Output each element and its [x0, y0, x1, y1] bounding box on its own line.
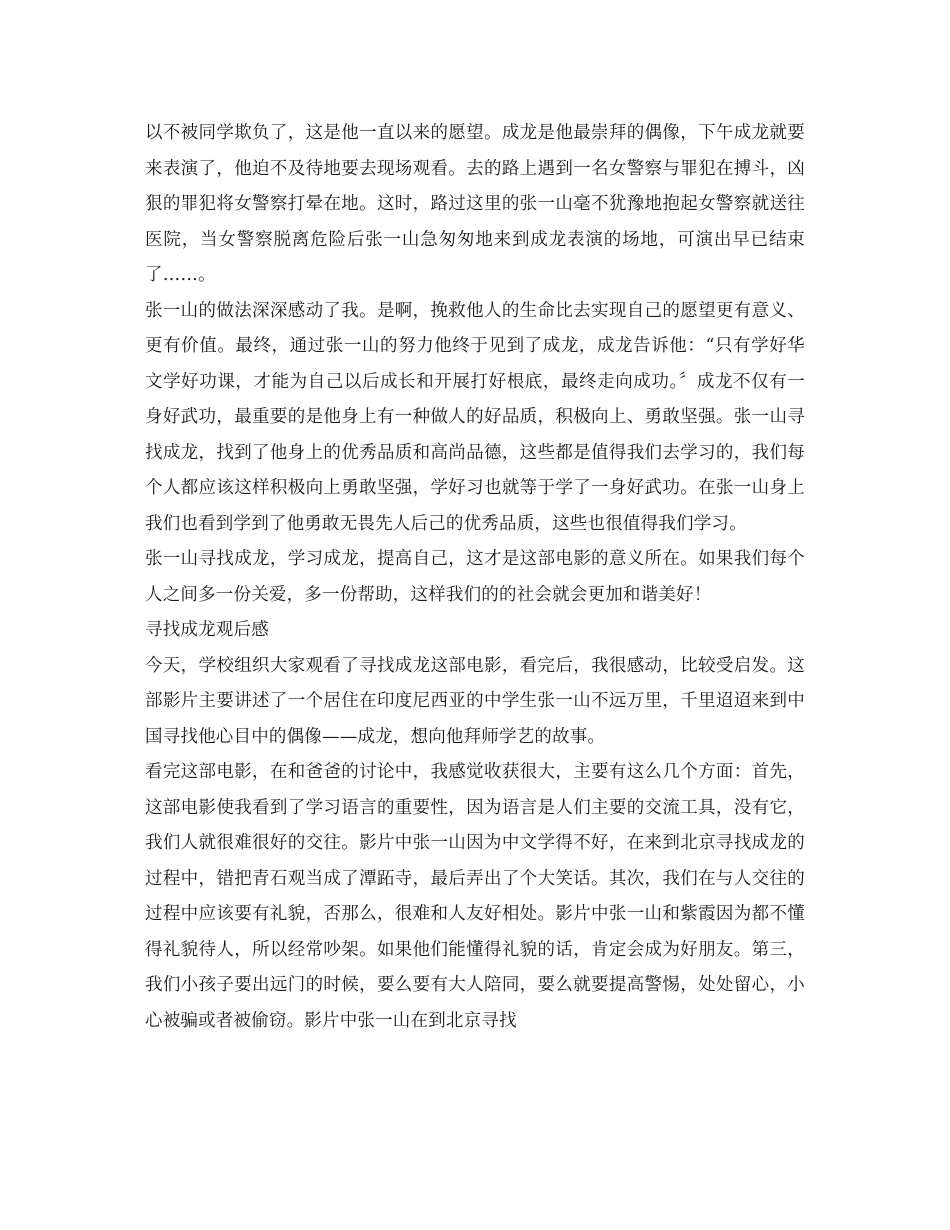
paragraph-4: 今天，学校组织大家观看了寻找成龙这部电影，看完后，我很感动，比较受启发。这部影片主要讲述了一个居住在印度尼西亚的中学生张一山不远万里，千里迢迢来到中国寻找他心目中的偶像——成龙，想向他拜师学艺的故事。 — [145, 655, 805, 747]
document-body — [145, 116, 805, 1039]
paragraph-3: 张一山寻找成龙，学习成龙，提高自己，这才是这部电影的意义所在。如果我们每个人之间多一份关爱，多一份帮助，这样我们的的社会就会更加和谐美好！ — [145, 549, 805, 605]
paragraph-2: 张一山的做法深深感动了我。是啊，挽救他人的生命比去实现自己的愿望更有意义、更有价值。最终，通过张一山的努力他终于见到了成龙，成龙告诉他：“只有学好华文学好功课，才能为自己以后成长和开展打好根底，最终走向成功。〞成龙不仅有一身好武功，最重要的是他身上有一种做人的好品质，积极向上、勇敢坚强。张一山寻找成龙，找到了他身上的优秀品质和高尚品德，这些都是值得我们去学习的，我们每个人都应该这样积极向上勇敢坚强，学好习也就等于学了一身好武功。在张一山身上我们也看到学到了他勇敢无畏先人后己的优秀品质，这些也很值得我们学习。 — [145, 300, 805, 534]
section-heading: 寻找成龙观后感 — [145, 620, 269, 640]
paragraph-5: 看完这部电影，在和爸爸的讨论中，我感觉收获很大，主要有这么几个方面：首先，这部电影使我看到了学习语言的重要性，因为语言是人们主要的交流工具，没有它，我们人就很难很好的交往。影片中张一山因为中文学得不好，在来到北京寻找成龙的过程中，错把青石观当成了潭跖寺，最后弄出了个大笑话。其次，我们在与人交往的过程中应该要有礼貌，否那么，很难和人友好相处。影片中张一山和紫霞因为都不懂得礼貌待人，所以经常吵架。如果他们能懂得礼貌的话，肯定会成为好朋友。第三，我们小孩子要出远门的时候，要么要有大人陪同，要么就要提高警惕，处处留心，小心被骗或者被偷窃。影片中张一山在到北京寻找 — [145, 762, 805, 1031]
paragraph-1: 以不被同学欺负了，这是他一直以来的愿望。成龙是他最崇拜的偶像，下午成龙就要来表演了，他迫不及待地要去现场观看。去的路上遇到一名女警察与罪犯在搏斗，凶狠的罪犯将女警察打晕在地。这时，路过这里的张一山毫不犹豫地抱起女警察就送往医院，当女警察脱离危险后张一山急匆匆地来到成龙表演的场地，可演出早已结束了……。 — [145, 123, 805, 285]
